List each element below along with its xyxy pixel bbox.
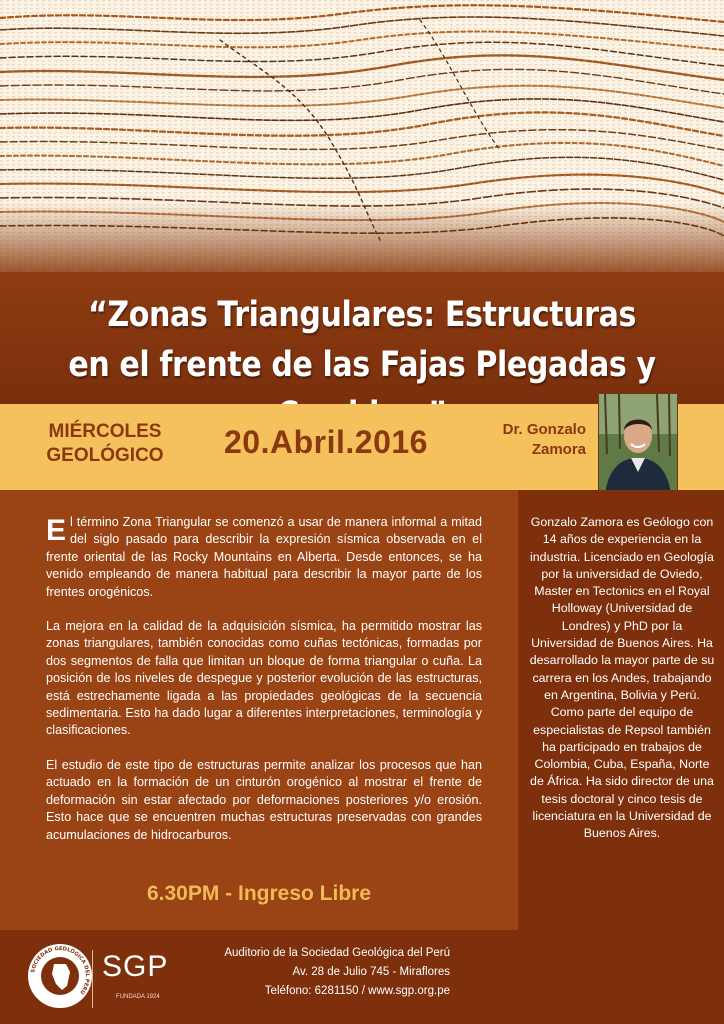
speaker-photo	[598, 393, 678, 495]
sgp-seal-logo	[26, 942, 94, 1010]
sgp-founded: FUNDADA 1924	[116, 994, 160, 1000]
speaker-name: Dr. Gonzalo Zamora	[502, 421, 586, 458]
sgp-logo-text: SGP	[102, 950, 169, 983]
title-band	[0, 272, 724, 404]
speaker-bio-panel	[518, 490, 724, 1024]
footer	[0, 930, 518, 1024]
event-date: 20.Abril.2016	[224, 424, 428, 460]
article-paragraph-3: El estudio de este tipo de estructuras permite analizar los procesos que han actuado en la formación de un cinturón orogénico al mostrar el frente de deformación sin estar afectado por deformaciones posteriores y/o erosión. Esto hace que se encuentren muchas estructuras preservadas con grandes acumulaciones de hidrocarburos.	[46, 757, 482, 842]
logo-divider	[92, 950, 93, 1008]
page-title: “Zonas Triangulares: Estructuras en el frente de las Fajas Plegadas y	[68, 295, 656, 385]
main-content	[0, 490, 518, 930]
event-name: MIÉRCOLES GEOLÓGICO	[46, 421, 164, 466]
article-paragraph-1	[46, 514, 482, 601]
venue-address: Av. 28 de Julio 745 - Miraflores	[292, 966, 450, 978]
article-paragraph-1-text: l término Zona Triangular se comenzó a usar de manera informal a mitad del siglo pasado para describir la expresión sísmica observada en el frente oriental de las Rocky Mountains en Alberta. Desde entonces, se ha venido empleando de manera habitual para describir la mayor parte de los frentes orogénicos.	[46, 515, 482, 599]
seismic-section-image	[0, 0, 724, 272]
seismic-fade-overlay	[0, 202, 724, 272]
svg-text:SOCIEDAD GEOLÓGICA DEL PERÚ: SOCIEDAD GEOLÓGICA DEL PERÚ	[30, 945, 91, 996]
sgp-wordmark	[102, 950, 182, 1006]
article	[46, 514, 482, 861]
venue-name: Auditorio de la Sociedad Geológica del Perú	[224, 947, 450, 959]
speaker-portrait-graphic	[599, 394, 677, 494]
article-paragraph-2: La mejora en la calidad de la adquisición sísmica, ha permitido mostrar las zonas triangulares, también conocidas como cuñas tectónicas, formadas por dos segmentos de falla que limitan un bloque de forma triangular o cuña. La posición de los niveles de despegue y posterior evolución de las estructuras, está estrechamente ligada a las propiedades geológicas de la secuencia sedimentaria. Esto ha dado lugar a diferentes interpretaciones, terminología y clasificaciones.	[46, 619, 482, 738]
time-and-admission: 6.30PM - Ingreso Libre	[146, 882, 372, 905]
venue-info	[186, 944, 450, 1001]
speaker-bio: Gonzalo Zamora es Geólogo con 14 años de experiencia en la industria. Licenciado en Geología por la universidad de Oviedo, Master en Tectonics en el Royal Holloway (Universidad de Londres) y PhD por la Universidad de Buenos Aires. Ha desarrollado la mayor parte de su carrera en los Andes, trabajando en Argentina, Bolivia y Perú. Como parte del equipo de especialistas de Repsol también ha participado en trabajos de Colombia, Cuba, España, Norte de África. Ha sido director de una tesis doctoral y cinco tesis de licenciatura en la Universidad de Buenos Aires.	[529, 515, 715, 841]
venue-contact[interactable]: Teléfono: 6281150 / www.sgp.org.pe	[264, 985, 450, 997]
drop-cap: E	[46, 514, 67, 547]
